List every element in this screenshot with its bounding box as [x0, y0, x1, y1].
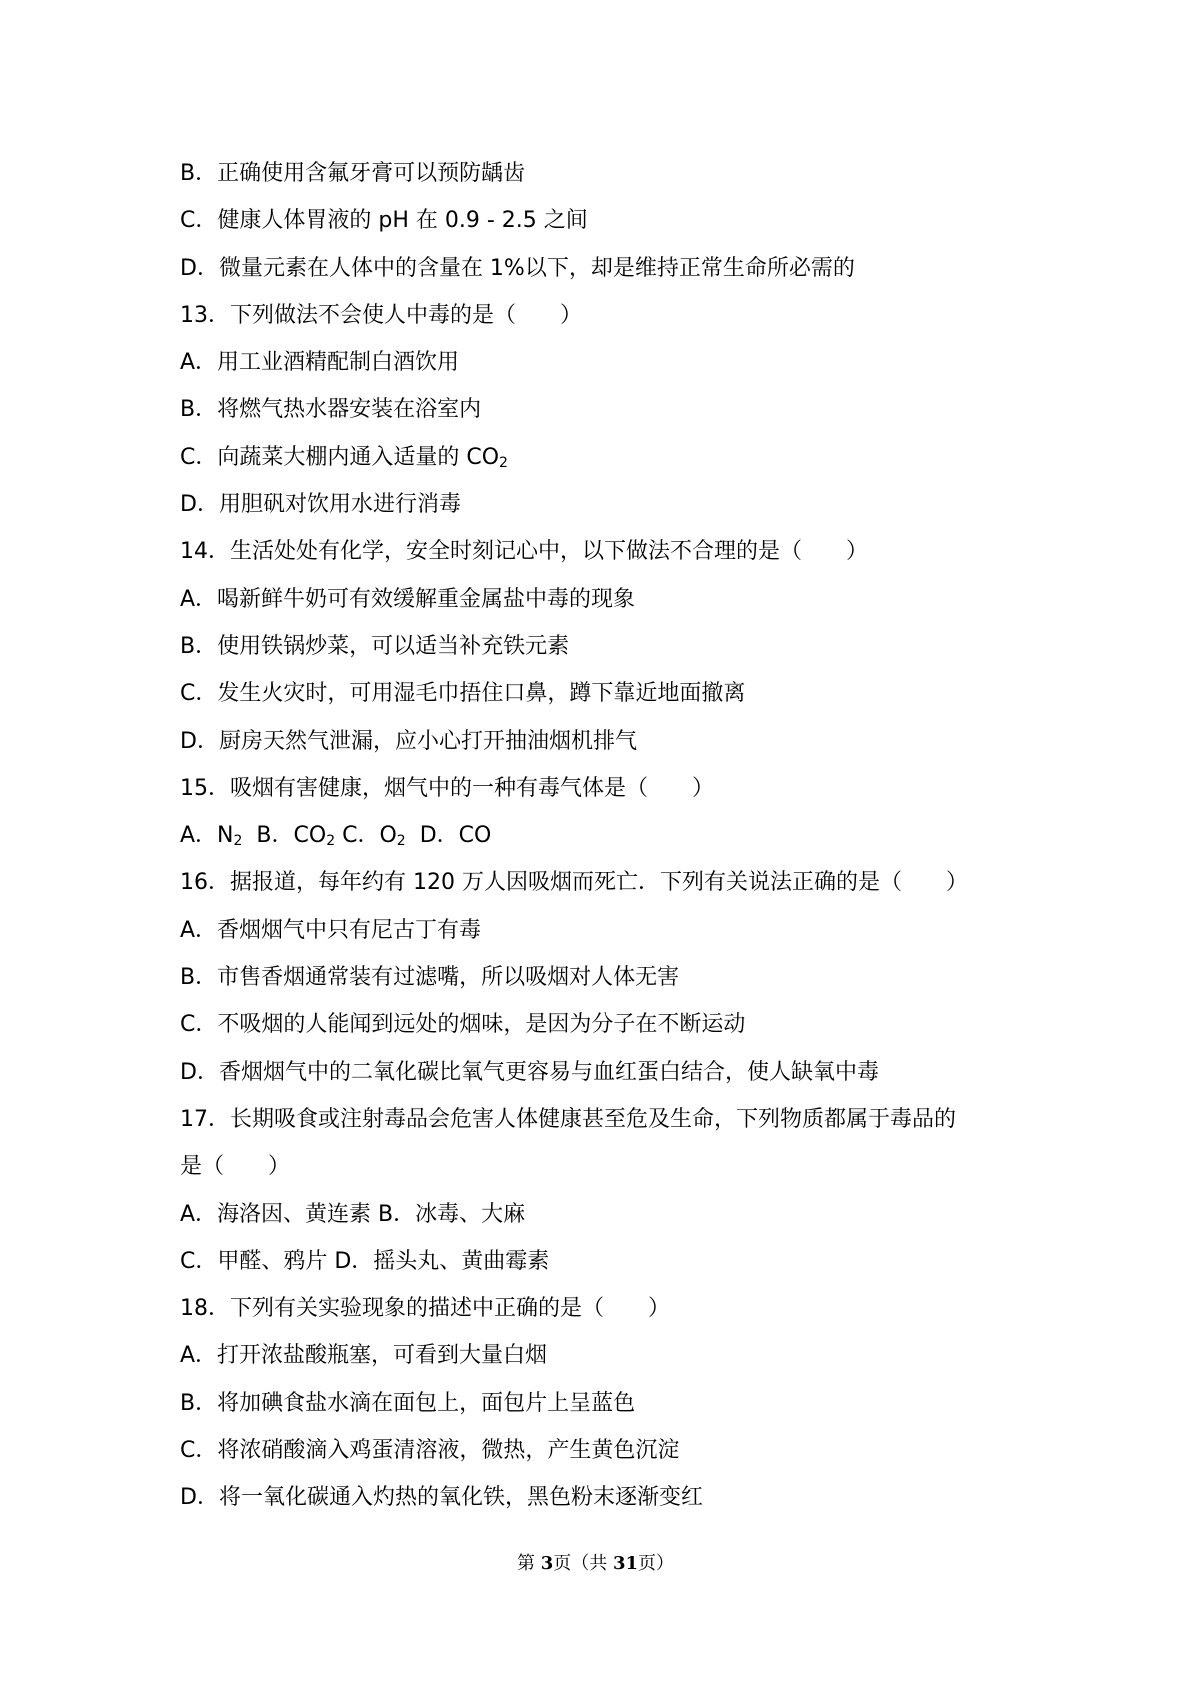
q16-option-a: A．香烟烟气中只有尼古丁有毒: [180, 917, 482, 943]
q14-option-c: C．发生火灾时，可用湿毛巾捂住口鼻，蹲下靠近地面撤离: [180, 681, 746, 707]
q13-option-c-text: C．向蔬菜大棚内通入适量的 CO: [180, 444, 500, 470]
footer-page-number: 3: [540, 1553, 554, 1574]
q15-option-c: C．O: [335, 823, 397, 849]
subscript: 2: [499, 454, 508, 471]
q13-option-d: D．用胆矾对饮用水进行消毒: [180, 492, 461, 518]
subscript: 2: [233, 833, 243, 850]
q16-stem: 16．据报道，每年约有 120 万人因吸烟而死亡．下列有关说法正确的是（ ）: [180, 870, 968, 896]
q17-options-ab: A．海洛因、黄连素 B．冰毒、大麻: [180, 1201, 526, 1227]
q17-options-cd: C．甲醛、鸦片 D．摇头丸、黄曲霉素: [180, 1248, 550, 1274]
q15-options: [180, 812, 1040, 859]
q17-stem-line2: 是（ ）: [180, 1154, 291, 1180]
subscript: 2: [396, 833, 406, 850]
page-footer: [0, 1549, 1191, 1575]
q12-option-b: B．正确使用含氟牙膏可以预防龋齿: [180, 161, 526, 186]
question-content: [180, 150, 1040, 1522]
q12-option-c: C．健康人体胃液的 pH 在 0.9 - 2.5 之间: [180, 208, 588, 234]
q15-option-b: B．CO: [242, 823, 327, 849]
q14-stem: 14．生活处处有化学，安全时刻记心中，以下做法不合理的是（ ）: [180, 539, 868, 565]
q18-option-b: B．将加碘食盐水滴在面包上，面包片上呈蓝色: [180, 1390, 636, 1416]
footer-total-pages: 31: [612, 1553, 639, 1574]
q18-stem: 18．下列有关实验现象的描述中正确的是（ ）: [180, 1296, 670, 1322]
q13-stem: 13．下列做法不会使人中毒的是（ ）: [180, 302, 582, 328]
footer-suffix: 页）: [638, 1553, 675, 1574]
footer-prefix: 第: [516, 1553, 541, 1574]
q13-option-b: B．将燃气热水器安装在浴室内: [180, 397, 482, 423]
q15-option-a: A．N: [180, 823, 234, 849]
q15-stem: 15．吸烟有害健康，烟气中的一种有毒气体是（ ）: [180, 775, 714, 801]
q17-stem-line1: 17．长期吸食或注射毒品会危害人体健康甚至危及生命，下列物质都属于毒品的: [180, 1106, 956, 1132]
q18-option-d: D．将一氧化碳通入灼热的氧化铁，黑色粉末逐渐变红: [180, 1485, 703, 1511]
q14-option-b: B．使用铁锅炒菜，可以适当补充铁元素: [180, 633, 570, 659]
q16-option-b: B．市售香烟通常装有过滤嘴，所以吸烟对人体无害: [180, 965, 680, 991]
q15-option-d: D．CO: [405, 823, 492, 849]
q16-option-c: C．不吸烟的人能闻到远处的烟味，是因为分子在不断运动: [180, 1012, 746, 1038]
q14-option-d: D．厨房天然气泄漏，应小心打开抽油烟机排气: [180, 728, 637, 754]
q18-option-a: A．打开浓盐酸瓶塞，可看到大量白烟: [180, 1343, 548, 1369]
q12-option-d: D．微量元素在人体中的含量在 1%以下，却是维持正常生命所必需的: [180, 255, 855, 281]
q16-option-d: D．香烟烟气中的二氧化碳比氧气更容易与血红蛋白结合，使人缺氧中毒: [180, 1059, 879, 1085]
footer-middle: 页（共: [553, 1553, 613, 1574]
q14-option-a: A．喝新鲜牛奶可有效缓解重金属盐中毒的现象: [180, 586, 636, 612]
q13-option-c: [180, 434, 1040, 481]
q13-option-a: A．用工业酒精配制白酒饮用: [180, 350, 460, 376]
subscript: 2: [326, 833, 336, 850]
q18-option-c: C．将浓硝酸滴入鸡蛋清溶液，微热，产生黄色沉淀: [180, 1438, 680, 1464]
